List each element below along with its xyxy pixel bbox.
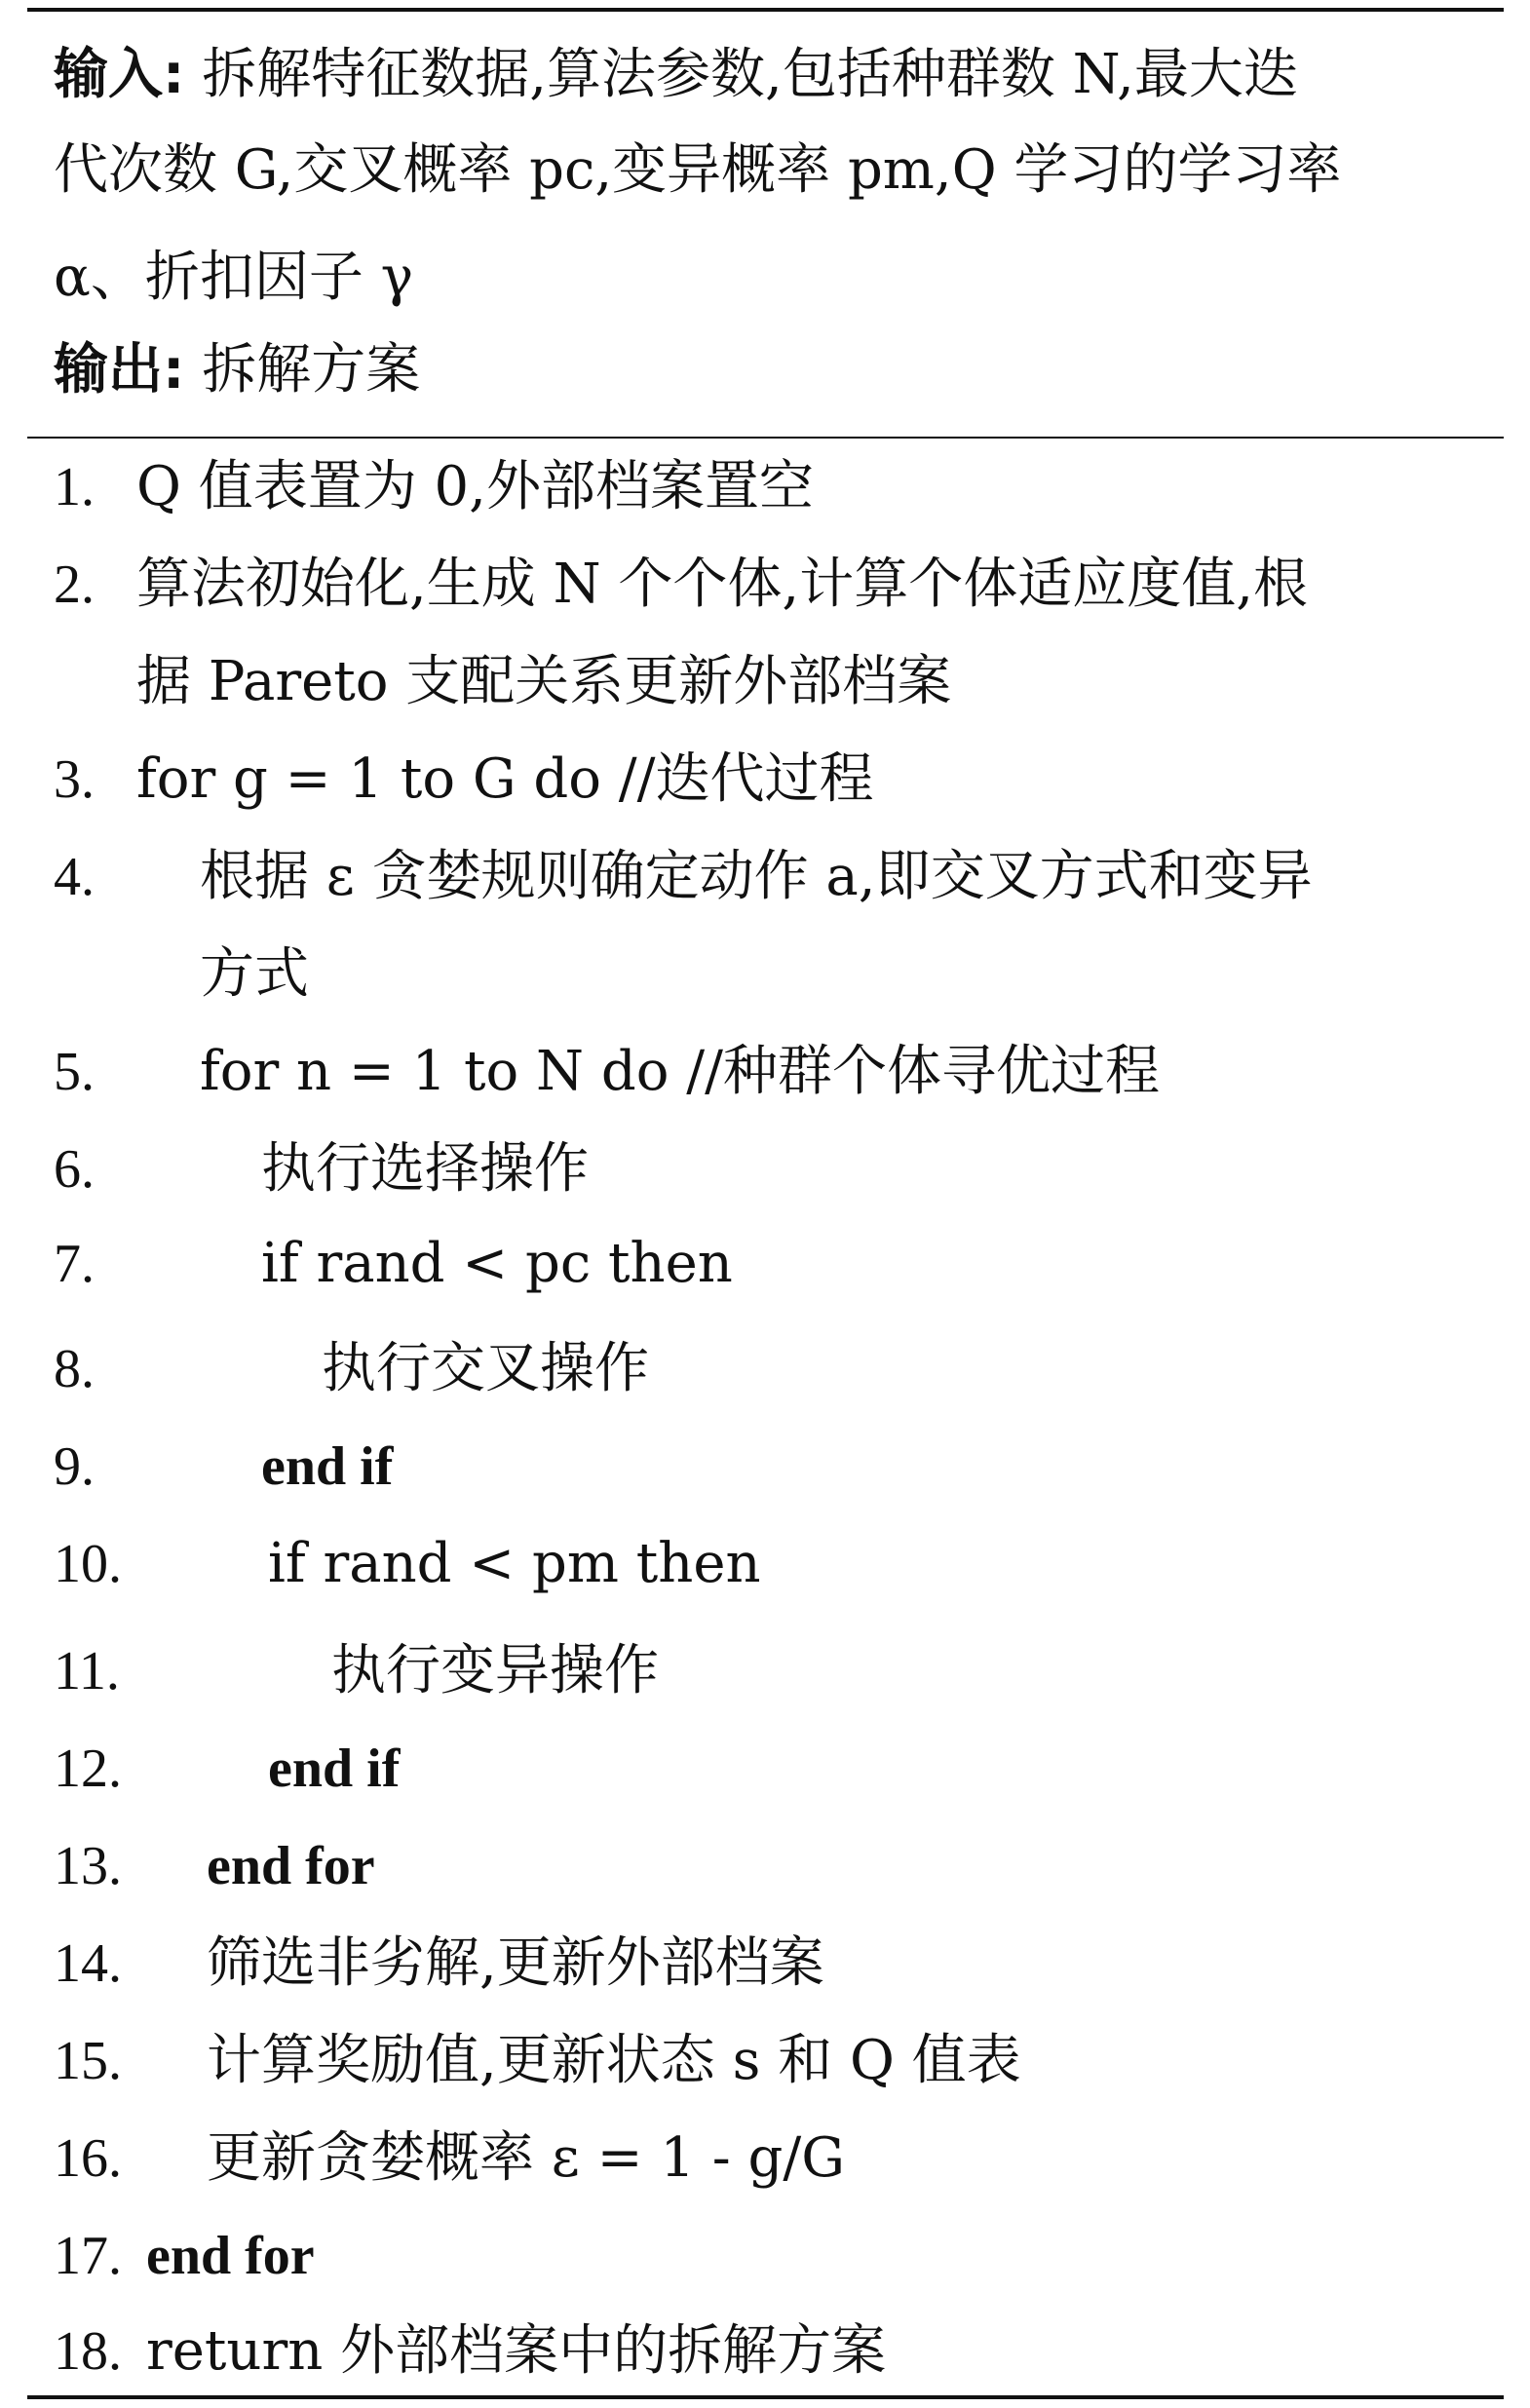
step-13-text: end for	[207, 1836, 375, 1896]
output-label: 输出:	[54, 338, 185, 401]
step-7-text: if rand < pc then	[261, 1232, 733, 1295]
step-18-text: return 外部档案中的拆解方案	[146, 2319, 887, 2383]
step-10-text: if rand < pm then	[268, 1532, 761, 1595]
step-4-text-1: 根据 ε 贪婪规则确定动作 a,即交叉方式和变异	[200, 845, 1313, 908]
step-6-text: 执行选择操作	[261, 1137, 589, 1201]
step-2-text-2: 据 Pareto 支配关系更新外部档案	[136, 650, 952, 713]
input-line-3	[54, 244, 413, 312]
input-line-1	[54, 41, 1298, 109]
header-divider	[27, 437, 1504, 439]
step-11-text: 执行变异操作	[331, 1639, 659, 1702]
input-text-3: α、折扣因子 γ	[54, 246, 414, 309]
step-3-text: for g = 1 to G do //迭代过程	[136, 747, 874, 811]
step-9-text: end if	[261, 1436, 394, 1497]
top-rule	[27, 8, 1504, 12]
step-15-text: 计算奖励值,更新状态 s 和 Q 值表	[207, 2029, 1021, 2092]
step-16-text: 更新贪婪概率 ε = 1 - g/G	[207, 2126, 845, 2190]
bottom-rule	[27, 2395, 1504, 2399]
step-12-text: end if	[268, 1739, 401, 1799]
input-line-2	[54, 136, 1341, 205]
input-text-1: 拆解特征数据,算法参数,包括种群数 N,最大迭	[202, 43, 1298, 106]
step-2-text-1: 算法初始化,生成 N 个个体,计算个体适应度值,根	[136, 553, 1309, 616]
step-17-text: end for	[146, 2226, 315, 2286]
step-1-text: Q 值表置为 0,外部档案置空	[136, 455, 814, 518]
output-line	[54, 336, 420, 404]
step-4-cont	[200, 940, 309, 1009]
step-8-text: 执行交叉操作	[322, 1337, 649, 1400]
step-2-cont	[136, 648, 951, 716]
input-label: 输入:	[54, 43, 185, 106]
step-4-text-2: 方式	[200, 942, 309, 1006]
output-text: 拆解方案	[202, 338, 421, 401]
step-14-text: 筛选非劣解,更新外部档案	[207, 1931, 824, 1995]
step-5-text: for n = 1 to N do //种群个体寻优过程	[200, 1040, 1160, 1103]
input-text-2: 代次数 G,交叉概率 pc,变异概率 pm,Q 学习的学习率	[54, 138, 1342, 202]
